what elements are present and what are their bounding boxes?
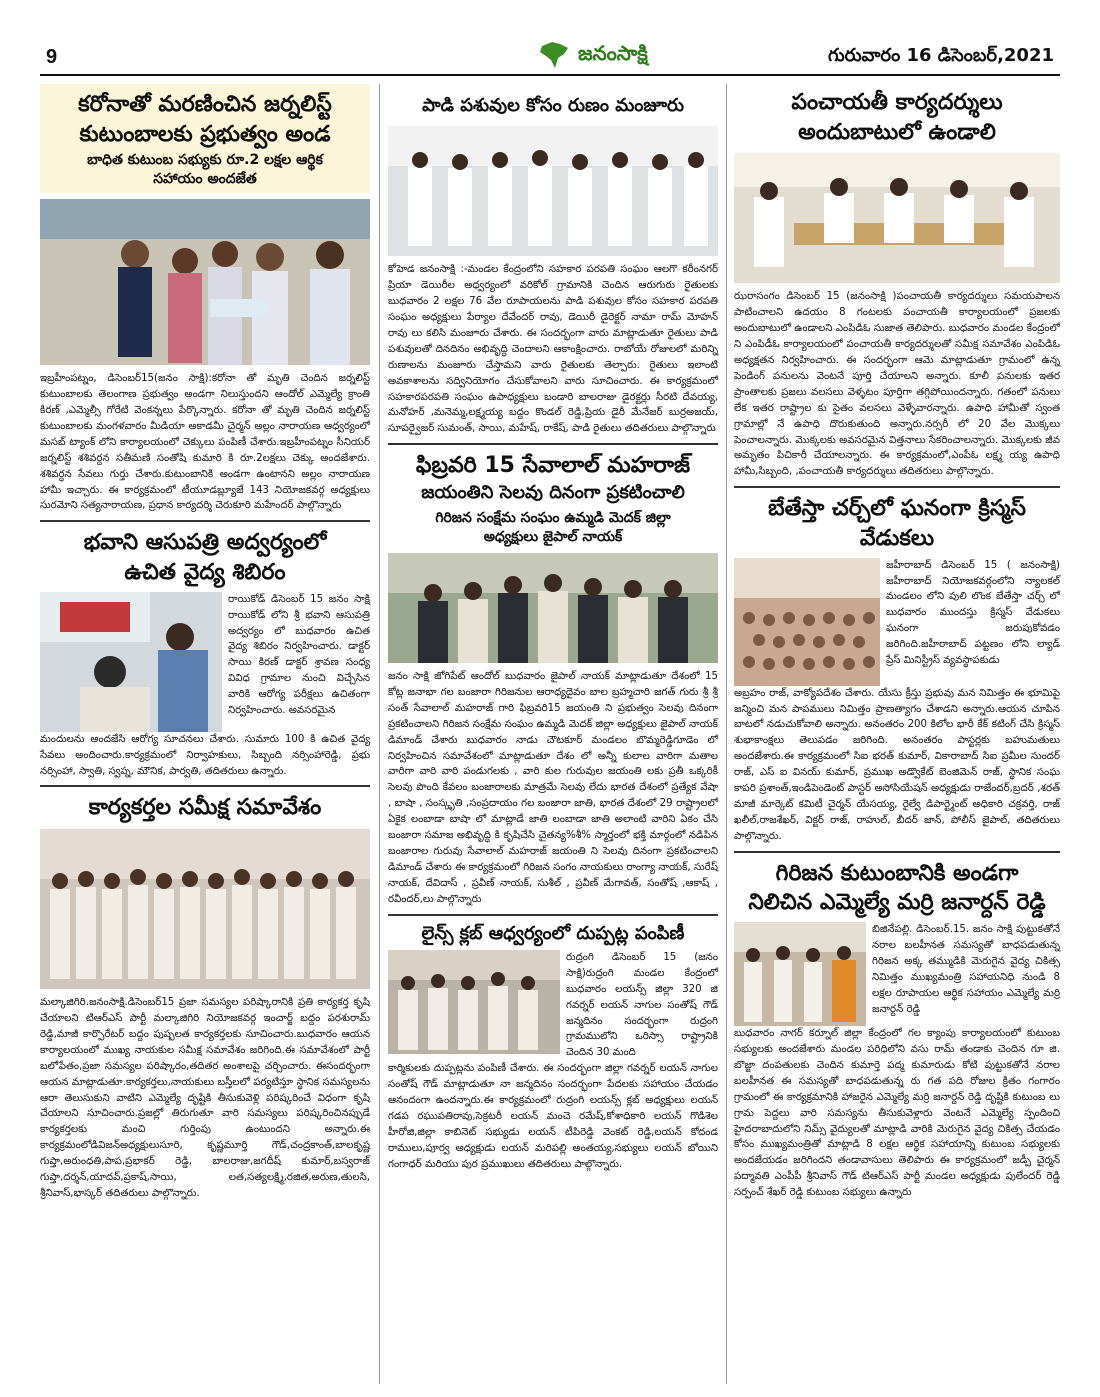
divider (40, 520, 370, 522)
article-body: మల్కాజిగిరి.జనంసాక్షి.డిసెంబర్15 ప్రజా సమస్యల పరిష్కారానికి ప్రతి కార్యకర్త కృషి చేయాలని టిఆర్ఎస్ పార్టీ మల్కాజిగిరి నియోజకవర్గ ఇంచార్జ్ బద్దం పరశురామ్ రెడ్డి,మాజీ కార్పొరేటర్ బద్దం పుష్పలత కార్యకర్తలకు సూచించారు.బుధవారం ఆయన కార్యాలయంలో ముఖ్య నాయకుల సమీక్ష సమావేశం జరిగింది.ఈ సమావేశంలో పార్టీ బలోపేతం,ప్రజా సమస్యల పరిష్కారం,తదితర అంశాలపై చర్చించారు. ఈసందర్భంగా ఆయన మాట్లాడుతూ.కార్యకర్తలు,నాయకులు బస్తీలలో పర్యటిస్తూ స్థానిక సమస్యలను ఆరా తెలుసుకుని వాటిని ఎమ్మెల్యే దృష్టికి తీసుకువెళ్లి పరిష్కరించే విధంగా కృషి చేయాలని సూచించారు.ప్రజల్లో తిరుగుతూ వారి సమస్యలు పరిష్కరించినప్పుడే కార్యకర్తలకు మంచి గుర్తింపు ఉంటుందని అన్నారు.ఈ కార్యక్రమంలోడివిజన్అధ్యక్షులుసూరి, కృష్ణమూర్తి గౌడ్,చంద్రకాంత్,బాలకృష్ణ గుప్తా,అరుంధతి,పాప,ప్రభాకర్ రెడ్డి, బాలరాజు,జగదీష్ కుమార్,బస్వరాజ్ గుప్తా,దర్శన్,యాదవ్,ప్రకాష్,సాయి, లత,సత్యలక్ష్మి,రజిత,అరుణ,తులసి, శ్రీనివాస్,భాస్కర్ తదితరులు పాల్గొన్నారు. (40, 997, 370, 1199)
subheadline: బాధిత కుటుంబ సభ్యుకు రూ.2 లక్షల ఆర్థిక (87, 152, 323, 169)
news-photo (40, 199, 370, 365)
article-body: రాయికోడ్ డిసెంబర్ 15 జనం సాక్షి రాయికోడ్ లోని శ్రీ భవాని ఆసుపత్రి అద్వర్యం లో బుధవారం ఉచిత వైద్య శిబిరం నిర్వహించారు. డాక్టర్ సాయి కిరణ్ డాక్టర్ శ్రావణ సంధ్య వివిధ గ్రామాల నుంచి విచ్చేసిన వారికి ఆరోగ్య పరీక్షలు ఉచితంగా నిర్వహించారు. అవసరమైన (228, 593, 370, 717)
headline: బేతేస్తా చర్చ్‌లో ఘనంగా క్రిస్మస్ (768, 496, 1026, 522)
issue-date: గురువారం 16 డిసెంబర్,2021 (827, 44, 1054, 66)
divider (734, 851, 1060, 853)
headline: కుటుంబాలకు ప్రభుత్వం అండ (79, 121, 331, 147)
masthead (40, 40, 1060, 76)
story-journalist-families (40, 84, 370, 193)
article-body: బుధవారం నాగర్ కర్నూల్ జిల్లా కేంద్రంలో గల క్యాంపు కార్యాలయంలో కుటుంబ సభ్యులకు అందజేశారు మండల పరిధిలోని వసు రామ్ తండాకు చెందిన గూ జి. బొజ్జా దంపతులకు చెందిన కుమార్తె పద్మ కుమారుడు కోటి పుట్టుకతోనే నరాల బలహీనత ఈ సమస్యతో బాధపడుతున్న రు గత పది రోజుల క్రితం గంగారం గ్రామంలో ఈ కార్యక్రమానికి హాజరైన ఎమ్మెల్యే మర్రి జనార్దన్ రెడ్డి దృష్టికి కుటుంబ లు గ్రామ పెద్దలు వారి సమస్యను తీసుకువెళ్లారు వెంటనే ఎమ్మెల్యే స్పందించి హైదరాబాదులోని నిమ్స్ వైద్యులతో మాట్లాడి వారికి మెరుగైన వైద్య చికిత్స చేయడం కోసం ముఖ్యమంత్రితో మాట్లాడి 8 లక్షల ఆర్థిక సహాయాన్ని కుటుంబ సభ్యులకు అందజేయడం జరిగిందని తండావాసులు తెలిపారు ఈ కార్యక్రమంలో జడ్పీ చైర్మన్ పద్మావతి ఎంపీపీ శ్రీనివాస్ గౌడ్ టిఆర్ఎస్ పార్టీ మండల అధ్యక్షుడు పులేందర్ రెడ్డి సర్పంచ్ శేఖర్ రెడ్డి కుటుంబ సభ్యులు ఉన్నారు (734, 1028, 1060, 1199)
paper-logo (538, 40, 648, 70)
news-photo (734, 558, 880, 686)
article-body: ఇబ్రహీంపట్నం, డిసెంబర్15(జనం సాక్షి):కరోనా తో మృతి చెందిన జర్నలిస్ట్ కుటుంబాలకు తెలంగాణ ప్రభుత్వం అండగా నిలుస్తుందని ఆందోల్ ఎమ్మెల్యే క్రాంతి కిరణ్ ,ఎమ్మెల్సీ గోరేటి వెంకన్నలు పేర్కొన్నారు. కరోనా తో మృతి చెందిన జర్నలిస్ట్ కుటుంబాలకు మంగళవారం మీడియా అకాడమీ చైర్మన్ అల్లం నారాయణ ఆధ్వర్యంలో మసబ్ ట్యాంక్ లోని కార్యాలయంలో చెక్కులు పంపిణీ చేశారు.ఇబ్రహీంపట్నం సీనియర్ జర్నలిస్ట్ శశివర్దన సతీమణి సంతోషి కుమారి కి రూ.2లక్షలు చెక్కు అందజేశారు. శశివర్ధన సేవలు గుర్తు చేశారు.కుటుంబానికి అండగా ఉంటానని అల్లం నారాయణ హామీ ఇచ్చారు. ఈ కార్యక్రమంలో టీయూడబ్ల్యూజే 143 నియోజకవర్గ అధ్యక్షులు సురమోని సత్యనారాయణ, ప్రధాన కార్యదర్శి చెరుకూరి మహేందర్ పాల్గొన్నారు (40, 373, 370, 512)
headline: గిరిజన కుటుంబానికి అండగా (775, 860, 1019, 886)
headline: ఫిబ్రవరి 15 సేవాలాల్ మహరాజ్ (415, 453, 691, 479)
news-photo (388, 950, 560, 1054)
headline: జయంతిని సెలవు దినంగా ప్రకటించాలి (421, 481, 685, 503)
india-map-icon (538, 40, 572, 70)
headline: కార్యకర్తల సమీక్ష సమావేశం (88, 795, 322, 821)
column-2 (388, 84, 718, 1173)
page-number: 9 (46, 45, 58, 68)
article-body: కార్మికులకు దుప్పట్లను పంపిణీ చేశారు. ఈ సందర్భంగా జిల్లా గవర్నర్ లయన్ నాగుల సంతోష్ గౌడ్ మాట్లాడుతూ నా జన్మదినం సందర్భంగా పేదలకు సహాయం చేయడం ఆనందంగా ఉందన్నారు.ఈ కార్యక్రమంలో రుద్రంగి లయన్స్ క్లబ్ అధ్యక్షులు లయన్ గడప రఘుపతిరావు,సెక్రటరీ లయన్ మంచె రమేష్,కోశాధికారి లయన్ గొడిశెల హీరోజి,జిల్లా కాబినెట్ సభ్యుడు లయన్ టీపిరెడ్డి వెంకట్ రెడ్డి,లయన్ కోదండ రాములు,పూర్వ అధ్యక్షుడు లయన్ మరిపల్లి అంతయ్య,సభ్యులు లయన్ బోయిని గంగాధర్ మరియు పుర ప్రముఖులు తదితరులు పాల్గొన్నారు. (388, 1063, 718, 1170)
subheadline: సహాయం అందజేత (153, 171, 257, 188)
article-body: ఝరాసంగం డిసెంబర్ 15 (జనంసాక్షి )పంచాయతీ కార్యదర్శులు సమయపాలన పాటించాలని ఉదయం 8 గంటలకు పంచాయతీ కార్యాలయంలో ప్రజలకు అందుబాటులో ఉండాలని ఎంపిడిఓ సుజాత తెలిపారు. బుధవారం మండల కేంద్రంలో ని ఎంపిడీఓ కార్యాలయంలో పంచాయతీ కార్యదర్శులతో సమీక్ష సమావేశం ఎంపిడిఓ అధ్యక్షతన నిర్వహించారు. ఈ సందర్భంగా ఆమె మాట్లాడుతూ గ్రామంలో ఉన్న పెండింగ్ పనులను వెంటనే పూర్తి చేయాలని అన్నారు. కూలీ పనులకు ఇతర ప్రాంతాలకు ప్రజలు వలసలు వెళ్ళటం పూర్తిగా తగ్గిపోయిందన్నారు. గతంలో పనులు లేక ఇతర రాష్ట్రాల కు సైతం వలసలు వెళ్ళేవారన్నారు. ఉపాధి హామీతో స్వంత గ్రామాల్లో నే ఉపాధి దొరుకుతుంది అన్నారు.నర్సరీ లో 20 వేల మొక్కలు పెంచాలన్నారు. మొక్కలకు అవసరమైన విత్తనాలు సేకరించాలన్నారు. మొక్కలకు జీవ అమృతం పిచికారీ చేయాలన్నారు. ఈ కార్యక్రమంలో,ఎంపీఓ లక్ష్మ య్య ఉపాధి హామీ,సిబ్బంది, ,పంచాయతీ కార్యదర్శులు తదితరులు పాల్గొన్నారు. (734, 291, 1060, 478)
article-body: అబ్రహం రాజ్, వాక్యోపదేశం చేశారు. యేసు క్రీస్తు ప్రభువు మన నిమిత్తం ఈ భూమిపై జన్మించి మన పాపములు నిమిత్తం ప్రాణత్యాగం చేశాడని అన్నారు.ఆయన చూపిన బాటలో నడుచుకోవాలి అన్నారు. అనంతరం 200 కిలోల భారీ కేక్ కటింగ్ చేసి క్రిస్మస్ శుభాకాంక్షలు తెలుపడం జరిగింది. అనంతరం పాస్టర్లకు బహుమతులు అందజేశారు.ఈ కార్యక్రమంలో సిఐ భరత్ కుమార్, వికారాబాద్ సిఐ ప్రమీల సుందర్ రాజ్, ఎస్ ఐ వినయ్ కుమార్, ప్రముఖ అడ్వొకేట్ బెంజిమెన్ రాజ్, స్థానిక సంఘ కాపరి ప్రశాంత్,ఇండిపెండెంట్ పాస్టర్ అసోసియేషన్ అధ్యక్షుడు రాజేందర్,బ్రదర్ ,శరత్ మాజీ మార్కెట్ కమిటీ చైర్మన్ యేసయ్య, రైల్వే డిపార్ట్మెంట్ అధికారి చక్రవర్తి, రాజ్ ఖలీల్,రాజశేఖర్, విక్టర్ రాజ్, రాహుల్, బీదర్ జాన్, పోలీస్ జైపాల్, తదితరులు పాల్గొన్నారు. (734, 687, 1060, 842)
article-body: రుద్రంగి డిసెంబర్ 15 (జనం సాక్షి)రుద్రంగి మండల కేంద్రంలో బుధవారం లయన్స్ జిల్లా 320 జి గవర్నర్ లయన్ నాగుల సంతోష్ గౌడ్ జన్మదినం సందర్భంగా రుద్రంగి గ్రామములోని ఒరిస్సా రాష్ట్రానికి చెందిన 30 మంది (566, 951, 718, 1059)
news-photo (734, 922, 866, 1026)
article-body: జనం సాక్షి జోగిపేట్ ఆందోల్ బుధవారం జైపాల్ నాయక్ మాట్లాడుతూ దేశంలో 15 కోట్ల జనాభా గల బంజారా గిరిజనుల ఆరాధ్యదైవం బాల బ్రహ్మచారి జగత్ గురు శ్రీ శ్రీ సంత్ సేవాలాల్ మహరాజ్ గారి ఫిబ్రవరి15 జయంతి ని ప్రభుత్వం సెలవు దినంగా ప్రకటించాలని గిరిజన సంక్షేమ సంఘం ఉమ్మడి మెదక్ జిల్లా అధ్యక్షులు జైపాల్ నాయక్ డిమాండ్ చేశారు బుధవారం నాడు చౌటకూర్ మండలం బొమ్మరెడ్డిగూడెం లో నిర్వహించిన సమావేశంలో మాట్లాడుతూ దేశం లో అన్నీ కులాల వారిగా మతాల వారిగా వారి వారి పండుగలకు , వారి కుల గురువుల జయంతి లకు ప్రతీ ఒక్కరికీ సెలవు పొంది కేవలం బంజారాలకు మాత్రమే సెలవు లేదు భారత దేశంలో ప్రత్యేక వేషా , బాషా , సంస్కృతి ,సంప్రదాయం గల బంజారా జాతి, భారత దేశంలో 29 రాష్ట్రాలలో ఏకైక లంబాడా బాషా లో మాట్లాడే జాతి లంబాడా జాతి అలాంటి వారిని ఏకం చేసి బంజారా సమాజ అభివృద్ధి కి కృషిచేసి చైతన్య%శీ% స్మార్తంలో భక్తి మార్గంలో నడిపిన బంజారాల గురువు సేవాలాల్ మహరాజ్ జయంతి ని సెలవు దినంగా ప్రకటించాలని డిమాండ్ చేశారు ఈ కార్యక్రమంలో గిరిజన సంగం నాయకులు రాంగ్యా నాయక్, సురేష్ నాయక్, దేవిదాస్ , ప్రవీణ్ నాయక్, సుశీల్ , ప్రవీణ్ మేగావత్, సంతోష్ ,ఆకాష్ , రవీందర్,లు పాల్గొన్నారు (388, 671, 718, 905)
headline: నిలిచిన ఎమ్మెల్యే మర్రి జనార్దన్ రెడ్డి (748, 890, 1046, 916)
article-body: బిజినేపల్లి. డిసెంబర్.15. జనం సాక్షి పుట్టుకతోనే నరాల బలహీనత సమస్యతో బాధపడుతున్న గిరిజన అక్క తమ్ముడికి మెరుగైన వైద్య చికిత్స నిమిత్తం ముఖ్యమంత్రి సహాయనిధి నుండి 8 లక్షల రూపాయల ఆర్థిక సహాయం ఎమ్మెల్యే మర్రి జనార్దన్ రెడ్డి (872, 924, 1060, 1015)
news-photo (40, 592, 222, 732)
column-divider (379, 84, 380, 1384)
paper-name: జనంసాక్షి (578, 40, 648, 65)
headline: భవాని ఆసుపత్రి అద్వర్యంలో (83, 530, 327, 556)
article-body: జహీరాబాద్ డిసెంబర్ 15 ( జనంసాక్షి) జహీరాబాద్ నియోజకవర్గంలోని న్యాలకల్ మండలం లోని పులి లొంక బేతేస్తా చర్చ్ లో బుధవారం ముందస్తు క్రిస్మస్ వేడుకలు ఘనంగా జరుపుకోవడం జరిగింది.జహీరాబాద్ పట్టణం లోని ల్యాడ్ ప్రేస్ మినిస్ట్రీస్ వ్యవస్థాపకుడు (886, 559, 1060, 667)
headline: లైన్స్ క్లబ్ ఆధ్వర్యంలో దుప్పట్ల పంపిణీ (421, 922, 685, 944)
headline: అందుబాటులో ఉండాలి (798, 119, 996, 145)
headline: పంచాయతీ కార్యదర్శులు (791, 90, 1003, 115)
news-photo (388, 553, 718, 663)
subheadline: గిరిజన సంక్షేమ సంఘం ఉమ్మడి మెదక్ జిల్లా (435, 510, 671, 527)
divider (734, 486, 1060, 488)
column-1 (40, 84, 370, 1202)
article-body: మందులను అందజేసి ఆరోగ్య సూచనలు చేశారు. సుమారు 100 కి ఉచిత వైద్య సేవలు అందించారు.కార్యక్రమంలో నిర్వాహకులు, సిబ్బంది నర్సింహారెడ్డి, ప్రభు నర్సింహా, స్వాతి, స్వప్న, మౌనిక, పార్వతి, తదితరులు ఉన్నారు. (40, 733, 370, 777)
divider (40, 785, 370, 787)
news-photo (388, 126, 718, 256)
subheadline: అధ్యక్షులు జైపాల్ నాయక్ (483, 529, 623, 546)
article-body: కోహెడ జనంసాక్షి :-మండల కేంద్రంలోని సహకార పరపతి సంఘం ఆలగొ కరీంనగర్ ప్రియా డెయిరీల అధ్వర్యంలో వరికోల్ గ్రామానికి చెందిన ఆరుగురు రైతులకు బుధవారం 2 లక్షల 76 వేల రూపాయలను పాడి పశువుల కోసం సహకార పరపతి సంఘం అధ్యక్షులు పేర్యాల దేవేందర్ రావు, డెయిరీ డైరెక్టర్ నామా రామ్ మోహన్ రావు లు కలిసి మంజూరు చేశారు. ఈ సందర్భంగా వారు మాట్లాడుతూ రైతులు పాడి పశువులతో దినదినం అభివృద్ధి చెందాలని ఆకాంక్షించారు. రాబోయే రోజులలో మరిన్ని రుణాలను మంజూరు చేస్తామని వారు రైతులకు తెల్పారు. రైతులు ఇలాంటి అవకాశాలను సద్వినియోగం చేసుకోవాలని వారు సూచించారు. ఈ కార్యక్రమంలో సహకారపరపతి సంఘం ఉపాధ్యక్షులు బండారి బాలరాజు డైరక్టర్లు సీరటి దేవయ్య, మనోహర్ ,మనెమ్మ,లక్ష్మయ్య బద్దం కొండల్ రెడ్డి,ప్రియ డైరీ మేనేజర్ బుర్రఅజయ్, సూపర్వైజర్ సుమంత్, సాయి, మహేష్, రాకేష్, పాడి రైతులు తదితరులు పాల్గొన్నారు (388, 264, 718, 435)
headline: కరోనాతో మరణించిన జర్నలిస్ట్ (78, 92, 332, 117)
news-photo (734, 153, 1060, 283)
divider (388, 443, 718, 445)
column-divider (726, 84, 727, 1384)
headline: ఉచిత వైద్య శిబిరం (124, 560, 286, 585)
column-3 (734, 84, 1060, 1201)
news-photo (40, 829, 370, 989)
headline: వేడుకలు (859, 525, 935, 551)
divider (388, 914, 718, 916)
headline: పాడి పశువుల కోసం రుణం మంజూరు (422, 95, 684, 116)
